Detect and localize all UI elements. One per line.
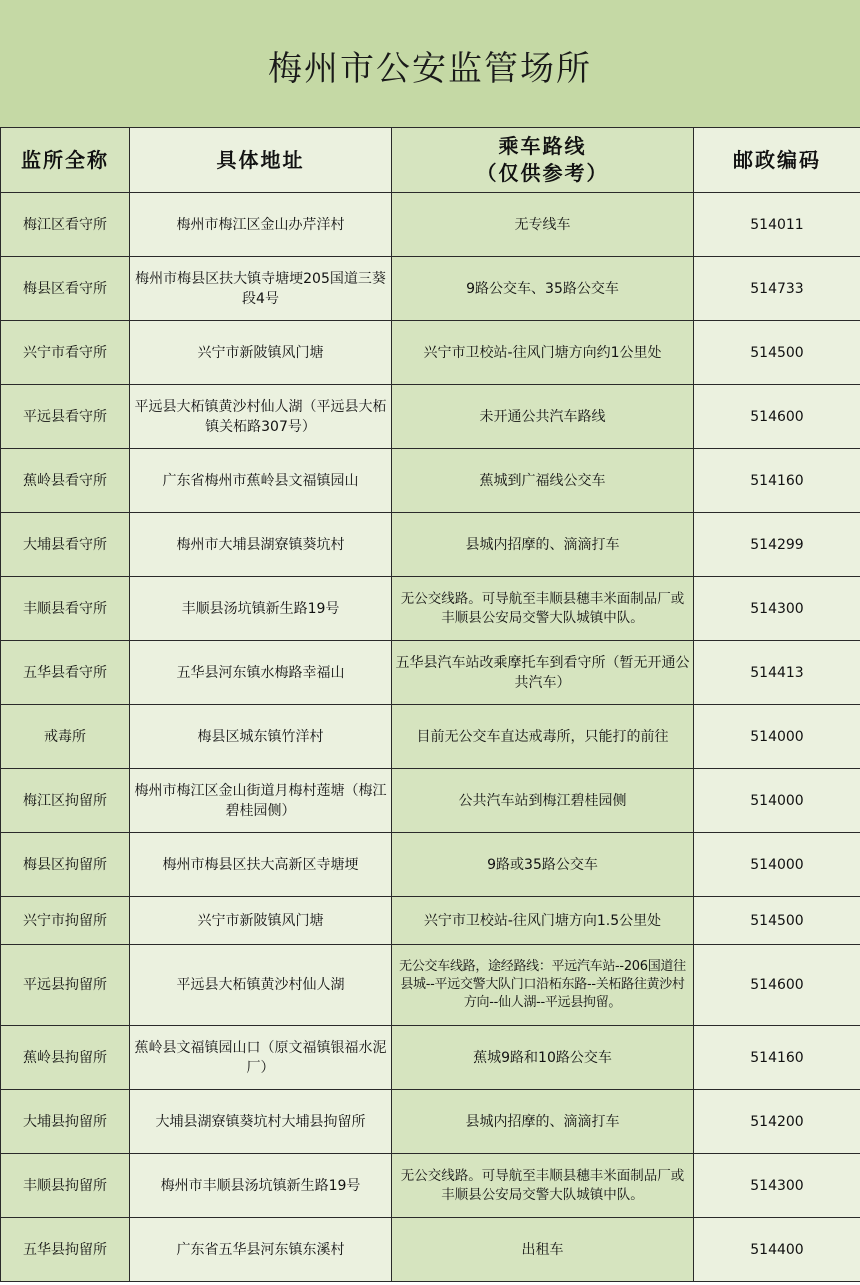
- cell-postcode: 514000: [694, 705, 860, 769]
- cell-address: 梅州市梅江区金山办芹洋村: [130, 193, 392, 257]
- cell-postcode: 514500: [694, 897, 860, 945]
- table-row: [1, 577, 860, 641]
- table-row: [1, 193, 860, 257]
- cell-route: 未开通公共汽车路线: [392, 385, 694, 449]
- cell-address: 梅县区城东镇竹洋村: [130, 705, 392, 769]
- cell-address: 平远县大柘镇黄沙村仙人湖（平远县大柘镇关柘路307号）: [130, 385, 392, 449]
- cell-address: 梅州市梅县区扶大镇寺塘埂205国道三葵段4号: [130, 257, 392, 321]
- cell-facility-name: 兴宁市拘留所: [1, 897, 130, 945]
- cell-address: 梅州市梅江区金山街道月梅村莲塘（梅江碧桂园侧）: [130, 769, 392, 833]
- cell-route: 蕉城9路和10路公交车: [392, 1026, 694, 1090]
- cell-route: 兴宁市卫校站-往风门塘方向约1公里处: [392, 321, 694, 385]
- table-row: [1, 449, 860, 513]
- table-row: [1, 769, 860, 833]
- cell-facility-name: 大埔县拘留所: [1, 1090, 130, 1154]
- cell-address: 蕉岭县文福镇园山口（原文福镇银福水泥厂）: [130, 1026, 392, 1090]
- cell-facility-name: 梅江区看守所: [1, 193, 130, 257]
- cell-address: 兴宁市新陂镇风门塘: [130, 897, 392, 945]
- cell-postcode: 514300: [694, 1154, 860, 1218]
- cell-facility-name: 梅江区拘留所: [1, 769, 130, 833]
- cell-route: 无公交车线路，途经路线：平远汽车站--206国道往县城--平远交警大队门口沿柘东路--关柘路往黄沙村方向--仙人湖--平远县拘留。: [392, 945, 694, 1026]
- header-route: [392, 128, 694, 193]
- table-row: [1, 257, 860, 321]
- cell-address: 五华县河东镇水梅路幸福山: [130, 641, 392, 705]
- cell-facility-name: 兴宁市看守所: [1, 321, 130, 385]
- cell-facility-name: 平远县看守所: [1, 385, 130, 449]
- cell-route: 县城内招摩的、滴滴打车: [392, 1090, 694, 1154]
- cell-postcode: 514000: [694, 769, 860, 833]
- cell-facility-name: 五华县看守所: [1, 641, 130, 705]
- header-name: 监所全称: [1, 128, 130, 193]
- cell-address: 广东省五华县河东镇东溪村: [130, 1218, 392, 1282]
- cell-address: 梅州市梅县区扶大高新区寺塘埂: [130, 833, 392, 897]
- cell-address: 兴宁市新陂镇风门塘: [130, 321, 392, 385]
- cell-route: 目前无公交车直达戒毒所，只能打的前往: [392, 705, 694, 769]
- cell-address: 梅州市丰顺县汤坑镇新生路19号: [130, 1154, 392, 1218]
- cell-route: 9路公交车、35路公交车: [392, 257, 694, 321]
- facility-table: [0, 127, 860, 1282]
- cell-postcode: 514600: [694, 385, 860, 449]
- cell-address: 广东省梅州市蕉岭县文福镇园山: [130, 449, 392, 513]
- cell-facility-name: 梅县区看守所: [1, 257, 130, 321]
- table-row: [1, 945, 860, 1026]
- title-banner: [0, 0, 860, 127]
- cell-facility-name: 大埔县看守所: [1, 513, 130, 577]
- header-address: 具体地址: [130, 128, 392, 193]
- cell-postcode: 514200: [694, 1090, 860, 1154]
- cell-postcode: 514160: [694, 1026, 860, 1090]
- cell-facility-name: 五华县拘留所: [1, 1218, 130, 1282]
- table-row: [1, 705, 860, 769]
- cell-route: 县城内招摩的、滴滴打车: [392, 513, 694, 577]
- table-row: [1, 897, 860, 945]
- page-title: 梅州市公安监管场所: [268, 49, 592, 89]
- cell-postcode: 514600: [694, 945, 860, 1026]
- cell-postcode: 514500: [694, 321, 860, 385]
- cell-postcode: 514299: [694, 513, 860, 577]
- cell-route: 兴宁市卫校站-往风门塘方向1.5公里处: [392, 897, 694, 945]
- cell-postcode: 514733: [694, 257, 860, 321]
- cell-address: 平远县大柘镇黄沙村仙人湖: [130, 945, 392, 1026]
- cell-postcode: 514160: [694, 449, 860, 513]
- cell-facility-name: 平远县拘留所: [1, 945, 130, 1026]
- table-row: [1, 513, 860, 577]
- cell-route: 9路或35路公交车: [392, 833, 694, 897]
- table-body: [1, 193, 860, 1282]
- cell-route: 蕉城到广福线公交车: [392, 449, 694, 513]
- cell-address: 丰顺县汤坑镇新生路19号: [130, 577, 392, 641]
- cell-postcode: 514000: [694, 833, 860, 897]
- cell-route: 无公交线路。可导航至丰顺县穗丰米面制品厂或丰顺县公安局交警大队城镇中队。: [392, 1154, 694, 1218]
- table-row: [1, 833, 860, 897]
- header-route-line1: 乘车路线: [498, 134, 587, 158]
- table-row: [1, 641, 860, 705]
- cell-postcode: 514011: [694, 193, 860, 257]
- cell-route: 出租车: [392, 1218, 694, 1282]
- table-row: [1, 1090, 860, 1154]
- cell-facility-name: 蕉岭县看守所: [1, 449, 130, 513]
- cell-facility-name: 梅县区拘留所: [1, 833, 130, 897]
- cell-postcode: 514413: [694, 641, 860, 705]
- table-row: [1, 385, 860, 449]
- table-row: [1, 1218, 860, 1282]
- table-header-row: [1, 128, 860, 193]
- cell-facility-name: 戒毒所: [1, 705, 130, 769]
- table-row: [1, 1026, 860, 1090]
- table-row: [1, 321, 860, 385]
- cell-facility-name: 蕉岭县拘留所: [1, 1026, 130, 1090]
- cell-address: 梅州市大埔县湖寮镇葵坑村: [130, 513, 392, 577]
- cell-route: 无专线车: [392, 193, 694, 257]
- table-row: [1, 1154, 860, 1218]
- cell-route: 无公交线路。可导航至丰顺县穗丰米面制品厂或丰顺县公安局交警大队城镇中队。: [392, 577, 694, 641]
- header-route-line2: （仅供参考）: [476, 161, 609, 185]
- cell-facility-name: 丰顺县看守所: [1, 577, 130, 641]
- cell-postcode: 514300: [694, 577, 860, 641]
- cell-postcode: 514400: [694, 1218, 860, 1282]
- cell-address: 大埔县湖寮镇葵坑村大埔县拘留所: [130, 1090, 392, 1154]
- cell-route: 公共汽车站到梅江碧桂园侧: [392, 769, 694, 833]
- cell-facility-name: 丰顺县拘留所: [1, 1154, 130, 1218]
- cell-route: 五华县汽车站改乘摩托车到看守所（暂无开通公共汽车）: [392, 641, 694, 705]
- header-postcode: 邮政编码: [694, 128, 860, 193]
